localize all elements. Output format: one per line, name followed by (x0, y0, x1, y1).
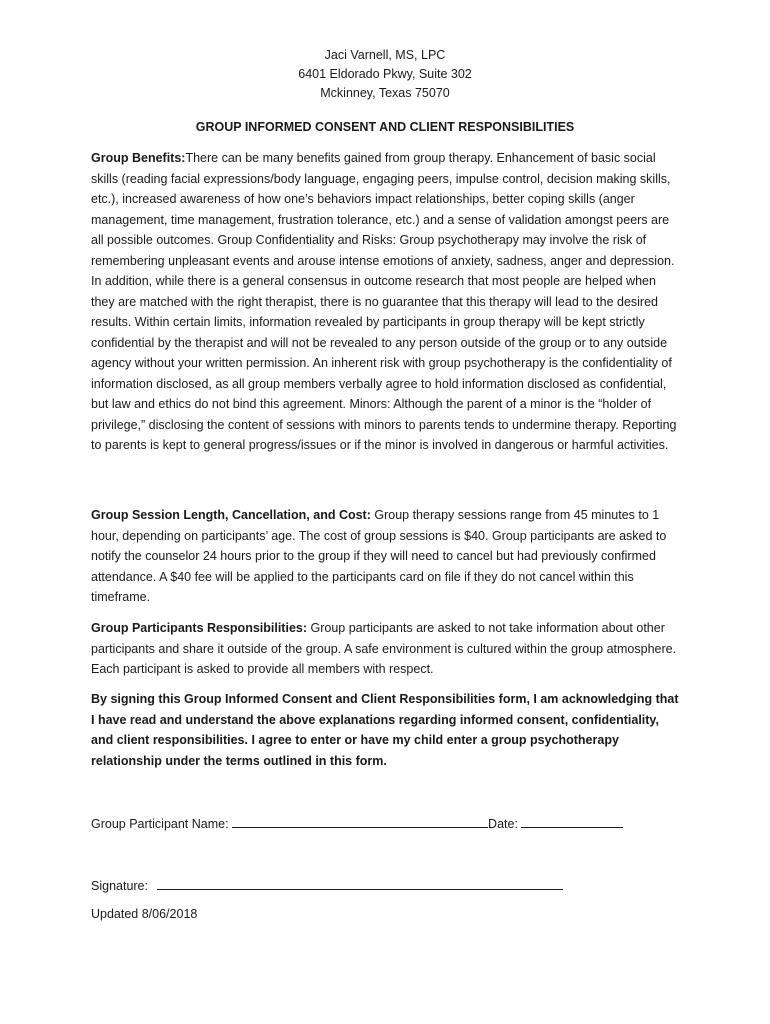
participant-name-field[interactable] (232, 813, 488, 828)
signature-row (91, 875, 563, 895)
participant-name-row (91, 813, 623, 833)
document-title: GROUP INFORMED CONSENT AND CLIENT RESPONSIBILITIES (195, 120, 575, 134)
updated-date: Updated 8/06/2018 (91, 907, 198, 921)
benefits-text: There can be many benefits gained from group therapy. Enhancement of basic social skills (reading facial expressions/body language, engaging peers, impulse control, decision making skills, etc.), increased awareness of how one’s behaviors impact relationships, better coping skills (anger management, time management, frustration tolerance, etc.) and a sense of validation amongst peers are all possible outcomes. Group Confidentiality and Risks: Group psychotherapy may involve the risk of remembering unpleasant events and arouse intense emotions of anxiety, sadness, anger and depression. In addition, while there is a general consensus in outcome research that most people are helped when they are matched with the right therapist, there is no guarantee that this therapy will lead to the desired results. Within certain limits, information revealed by participants in group therapy will be kept strictly confidential by the therapist and will not be revealed to any person outside of the group or to any outside agency without your written permission. An inherent risk with group psychotherapy is the confidentiality of information disclosed, as all group members verbally agree to hold information disclosed as confidential, but law and ethics do not bind this agreement. Minors: Although the parent of a minor is the “holder of privilege,” disclosing the content of sessions with minors to parents tends to undermine therapy. Reporting to parents is kept to general progress/issues or if the minor is involved in dangerous or harmful activities. (91, 151, 677, 452)
session-text: Group therapy sessions range from 45 minutes to 1 hour, depending on participants’ age. The cost of group sessions is $40. Group participants are asked to notify the counselor 24 hours prior to the group if they will need to cancel but had previously confirmed attendance. A $40 fee will be applied to the participants card on file if they do not cancel within this timeframe. (91, 508, 667, 604)
author-address: 6401 Eldorado Pkwy, Suite 302 (298, 67, 472, 81)
letterhead (0, 46, 770, 103)
participant-name-label: Group Participant Name: (91, 817, 229, 831)
responsibilities-text: Group participants are asked to not take information about other participants and share it outside of the group. A safe environment is cultured within the group atmosphere. Each participant is asked to provide all members with respect. (91, 621, 677, 676)
responsibilities-paragraph (91, 618, 681, 680)
acknowledgement-paragraph: By signing this Group Informed Consent and Client Responsibilities form, I am acknowledging that I have read and understand the above explanations regarding informed consent, confidentiality, and client responsibilities. I agree to enter or have my child enter a group psychotherapy relationship under the terms outlined in this form. (91, 692, 679, 768)
author-name: Jaci Varnell, MS, LPC (324, 48, 446, 62)
responsibilities-heading: Group Participants Responsibilities: (91, 621, 308, 635)
signature-field[interactable] (157, 875, 563, 890)
session-paragraph (91, 505, 681, 608)
date-label: Date: (488, 817, 518, 831)
date-field[interactable] (521, 813, 623, 828)
benefits-paragraph (91, 148, 681, 456)
session-heading: Group Session Length, Cancellation, and Cost: (91, 508, 371, 522)
author-city: Mckinney, Texas 75070 (320, 86, 450, 100)
signature-label: Signature: (91, 879, 148, 893)
benefits-heading: Group Benefits: (91, 151, 186, 165)
